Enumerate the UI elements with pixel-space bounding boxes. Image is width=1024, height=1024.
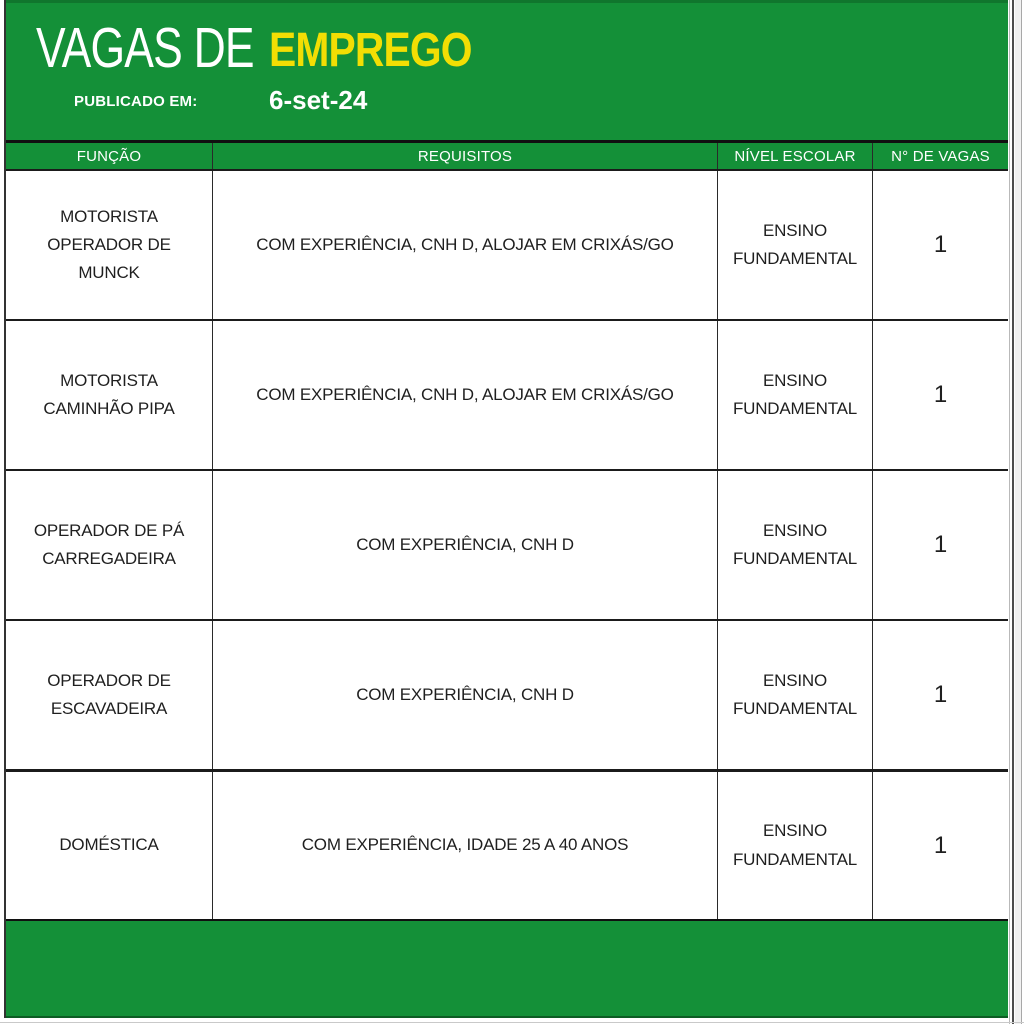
- cell-requisitos: COM EXPERIÊNCIA, CNH D, ALOJAR EM CRIXÁS/GO: [212, 321, 717, 469]
- cell-nivel: ENSINO FUNDAMENTAL: [717, 171, 872, 319]
- cell-vagas: 1: [872, 171, 1008, 319]
- cell-funcao: DOMÉSTICA: [59, 835, 159, 855]
- cell-vagas: 1: [872, 772, 1008, 919]
- footer-band: [6, 919, 1008, 1018]
- cell-nivel: ENSINO FUNDAMENTAL: [717, 772, 872, 919]
- cell-funcao: MOTORISTA OPERADOR DE MUNCK: [47, 206, 171, 283]
- cell-nivel: ENSINO FUNDAMENTAL: [717, 621, 872, 769]
- cell-vagas: 1: [872, 471, 1008, 619]
- table-row: [6, 169, 1008, 319]
- frame-bottom-line: [0, 1022, 1024, 1023]
- table-row: [6, 769, 1008, 919]
- cell-nivel: ENSINO FUNDAMENTAL: [717, 321, 872, 469]
- cell-nivel: ENSINO FUNDAMENTAL: [717, 471, 872, 619]
- cell-funcao: MOTORISTA CAMINHÃO PIPA: [43, 370, 175, 418]
- cell-requisitos: COM EXPERIÊNCIA, CNH D: [212, 621, 717, 769]
- header-banner: [6, 0, 1008, 140]
- published-date: 6-set-24: [269, 85, 368, 115]
- jobs-table: [6, 140, 1008, 919]
- cell-requisitos: COM EXPERIÊNCIA, CNH D, ALOJAR EM CRIXÁS/GO: [212, 171, 717, 319]
- header-nivel-escolar: NÍVEL ESCOLAR: [717, 143, 872, 169]
- frame-line: [1021, 0, 1022, 1024]
- table-header-row: [6, 143, 1008, 169]
- scrollbar[interactable]: [1008, 0, 1024, 1024]
- cell-vagas: 1: [872, 321, 1008, 469]
- cell-funcao: OPERADOR DE ESCAVADEIRA: [47, 670, 171, 718]
- table-row: [6, 319, 1008, 469]
- page-title-prefix: VAGAS DE: [36, 16, 254, 80]
- frame-line: [1009, 0, 1010, 1024]
- cell-funcao: OPERADOR DE PÁ CARREGADEIRA: [33, 520, 185, 568]
- page-title-highlight: EMPREGO: [269, 24, 472, 77]
- table-row: [6, 619, 1008, 769]
- header-requisitos: REQUISITOS: [212, 143, 717, 169]
- cell-vagas: 1: [872, 621, 1008, 769]
- cell-requisitos: COM EXPERIÊNCIA, IDADE 25 A 40 ANOS: [212, 772, 717, 919]
- table-row: [6, 469, 1008, 619]
- cell-requisitos: COM EXPERIÊNCIA, CNH D: [212, 471, 717, 619]
- frame-line: [1012, 0, 1014, 1024]
- header-funcao: FUNÇÃO: [76, 147, 142, 165]
- header-n-de-vagas: N° DE VAGAS: [872, 143, 1008, 169]
- flyer-content: [4, 0, 1008, 1018]
- published-label: PUBLICADO EM:: [74, 93, 198, 110]
